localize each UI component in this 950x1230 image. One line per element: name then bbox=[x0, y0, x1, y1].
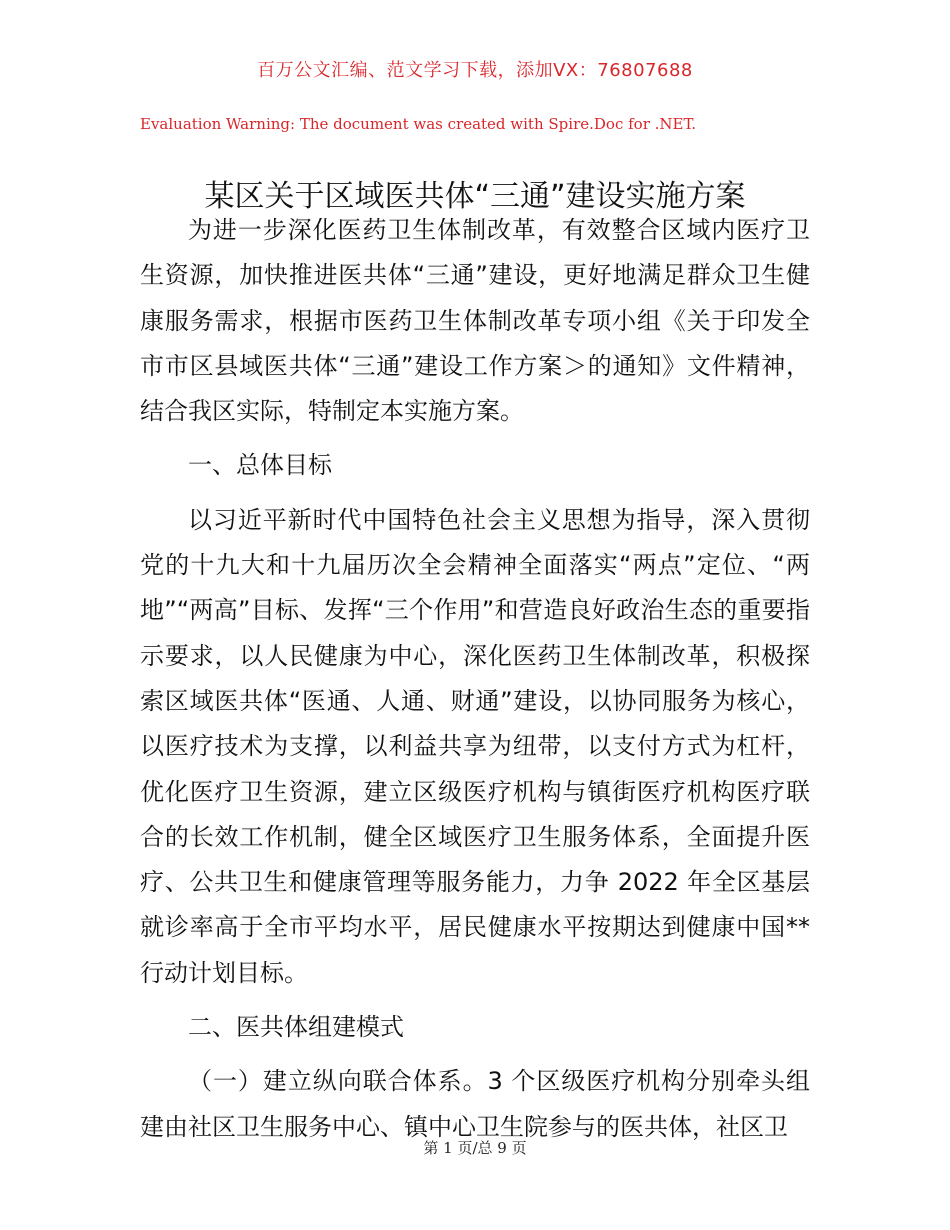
section-heading-1: 一、总体目标 bbox=[188, 451, 332, 480]
document-body bbox=[140, 208, 810, 1159]
promo-banner: 百万公文汇编、范文学习下载，添加VX：76807688 bbox=[257, 60, 693, 81]
model-paragraph: （一）建立纵向联合体系。3 个区级医疗机构分别牵头组建由社区卫生服务中心、镇中心卫生院参与的医共体，社区卫 bbox=[140, 1067, 810, 1141]
goal-paragraph: 以习近平新时代中国特色社会主义思想为指导，深入贯彻党的十九大和十九届历次全会精神全面落实“两点”定位、“两地”“两高”目标、发挥“三个作用”和营造良好政治生态的重要指示要求，以人民健康为中心，深化医药卫生体制改革，积极探索区域医共体“医通、人通、财通”建设，以协同服务为核心，以医疗技术为支撑，以利益共享为纽带，以支付方式为杠杆，优化医疗卫生资源，建立区级医疗机构与镇街医疗机构医疗联合的长效工作机制，健全区域医疗卫生服务体系，全面提升医疗、公共卫生和健康管理等服务能力，力争 2022 年全区基层就诊率高于全市平均水平，居民健康水平按期达到健康中国**行动计划目标。 bbox=[140, 505, 810, 987]
section-heading-2: 二、医共体组建模式 bbox=[188, 1013, 404, 1042]
intro-paragraph: 为进一步深化医药卫生体制改革，有效整合区域内医疗卫生资源，加快推进医共体“三通”建设，更好地满足群众卫生健康服务需求，根据市医药卫生体制改革专项小组《关于印发全市市区县域医共体“三通”建设工作方案＞的通知》文件精神，结合我区实际，特制定本实施方案。 bbox=[140, 216, 810, 426]
document-title: 某区关于区域医共体“三通”建设实施方案 bbox=[204, 179, 746, 215]
evaluation-warning: Evaluation Warning: The document was created with Spire.Doc for .NET. bbox=[140, 115, 697, 133]
page-indicator: 第 1 页/总 9 页 bbox=[423, 1139, 527, 1157]
